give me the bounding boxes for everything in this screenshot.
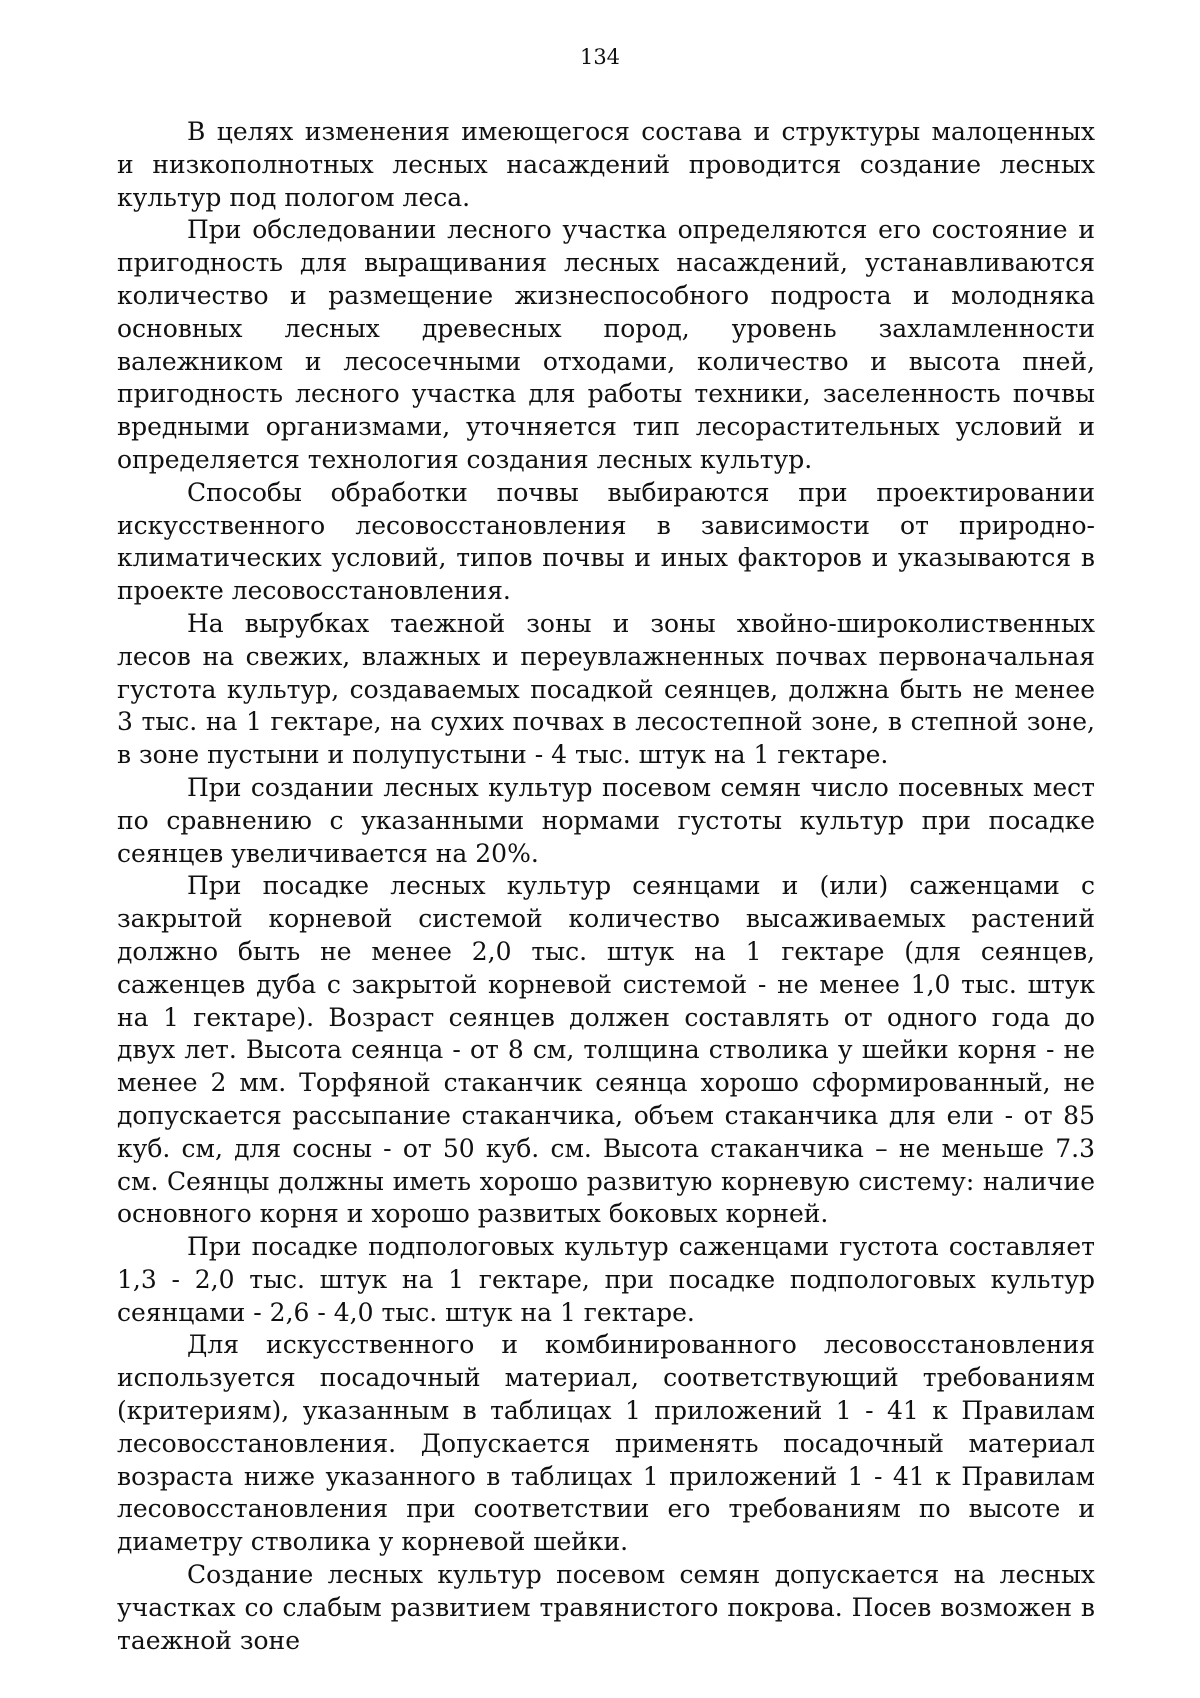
paragraph-8: Для искусственного и комбинированного лесовосстановления используется посадочный материал, соответствующий требованиям (критериям), указанным в таблицах 1 приложений 1 - 41 к Правилам лесовосстановления. Допускается применять посадочный материал возраста ниже указанного в таблицах 1 приложений 1 - 41 к Правилам лесовосстановления при соответствии его требованиям по высоте и диаметру стволика у корневой шейки. xyxy=(117,1330,1095,1557)
paragraph-6: При посадке лесных культур сеянцами и (или) саженцами с закрытой корневой системой количество высаживаемых растений должно быть не менее 2,0 тыс. штук на 1 гектаре (для сеянцев, саженцев дуба с закрытой корневой системой - не менее 1,0 тыс. штук на 1 гектаре). Возраст сеянцев должен составлять от одного года до двух лет. Высота сеянца - от 8 см, толщина стволика у шейки корня - не менее 2 мм. Торфяной стаканчик сеянца хорошо сформированный, не допускается рассыпание стаканчика, объем стаканчика для ели - от 85 куб. см, для сосны - от 50 куб. см. Высота стаканчика – не меньше 7.3 см. Сеянцы должны иметь хорошо развитую корневую систему: наличие основного корня и хорошо развитых боковых корней. xyxy=(117,871,1095,1229)
page-number: 134 xyxy=(579,45,621,69)
paragraph-4: На вырубках таежной зоны и зоны хвойно-широколиственных лесов на свежих, влажных и переувлажненных почвах первоначальная густота культур, создаваемых посадкой сеянцев, должна быть не менее 3 тыс. на 1 гектаре, на сухих почвах в лесостепной зоне, в степной зоне, в зоне пустыни и полупустыни - 4 тыс. штук на 1 гектаре. xyxy=(117,608,1095,770)
paragraph-2: При обследовании лесного участка определяются его состояние и пригодность для выращивания лесных насаждений, устанавливаются количество и размещение жизнеспособного подроста и молодняка основных лесных древесных пород, уровень захламленности валежником и лесосечными отходами, количество и высота пней, пригодность лесного участка для работы техники, заселенность почвы вредными организмами, уточняется тип лесорастительных условий и определяется технология создания лесных культур. xyxy=(117,215,1095,474)
paragraph-7: При посадке подпологовых культур саженцами густота составляет 1,3 - 2,0 тыс. штук на 1 гектаре, при посадке подпологовых культур сеянцами - 2,6 - 4,0 тыс. штук на 1 гектаре. xyxy=(117,1232,1095,1327)
paragraph-5: При создании лесных культур посевом семян число посевных мест по сравнению с указанными нормами густоты культур при посадке сеянцев увеличивается на 20%. xyxy=(117,772,1095,868)
paragraph-3: Способы обработки почвы выбираются при проектировании искусственного лесовосстановления в зависимости от природно-климатических условий, типов почвы и иных факторов и указываются в проекте лесовосстановления. xyxy=(117,477,1095,606)
document-body xyxy=(117,116,1095,1657)
paragraph-9: Создание лесных культур посевом семян допускается на лесных участках со слабым развитием травянистого покрова. Посев возможен в таежной зоне xyxy=(117,1560,1095,1655)
paragraph-1: В целях изменения имеющегося состава и структуры малоценных и низкополнотных лесных насаждений проводится создание лесных культур под пологом леса. xyxy=(117,117,1095,212)
